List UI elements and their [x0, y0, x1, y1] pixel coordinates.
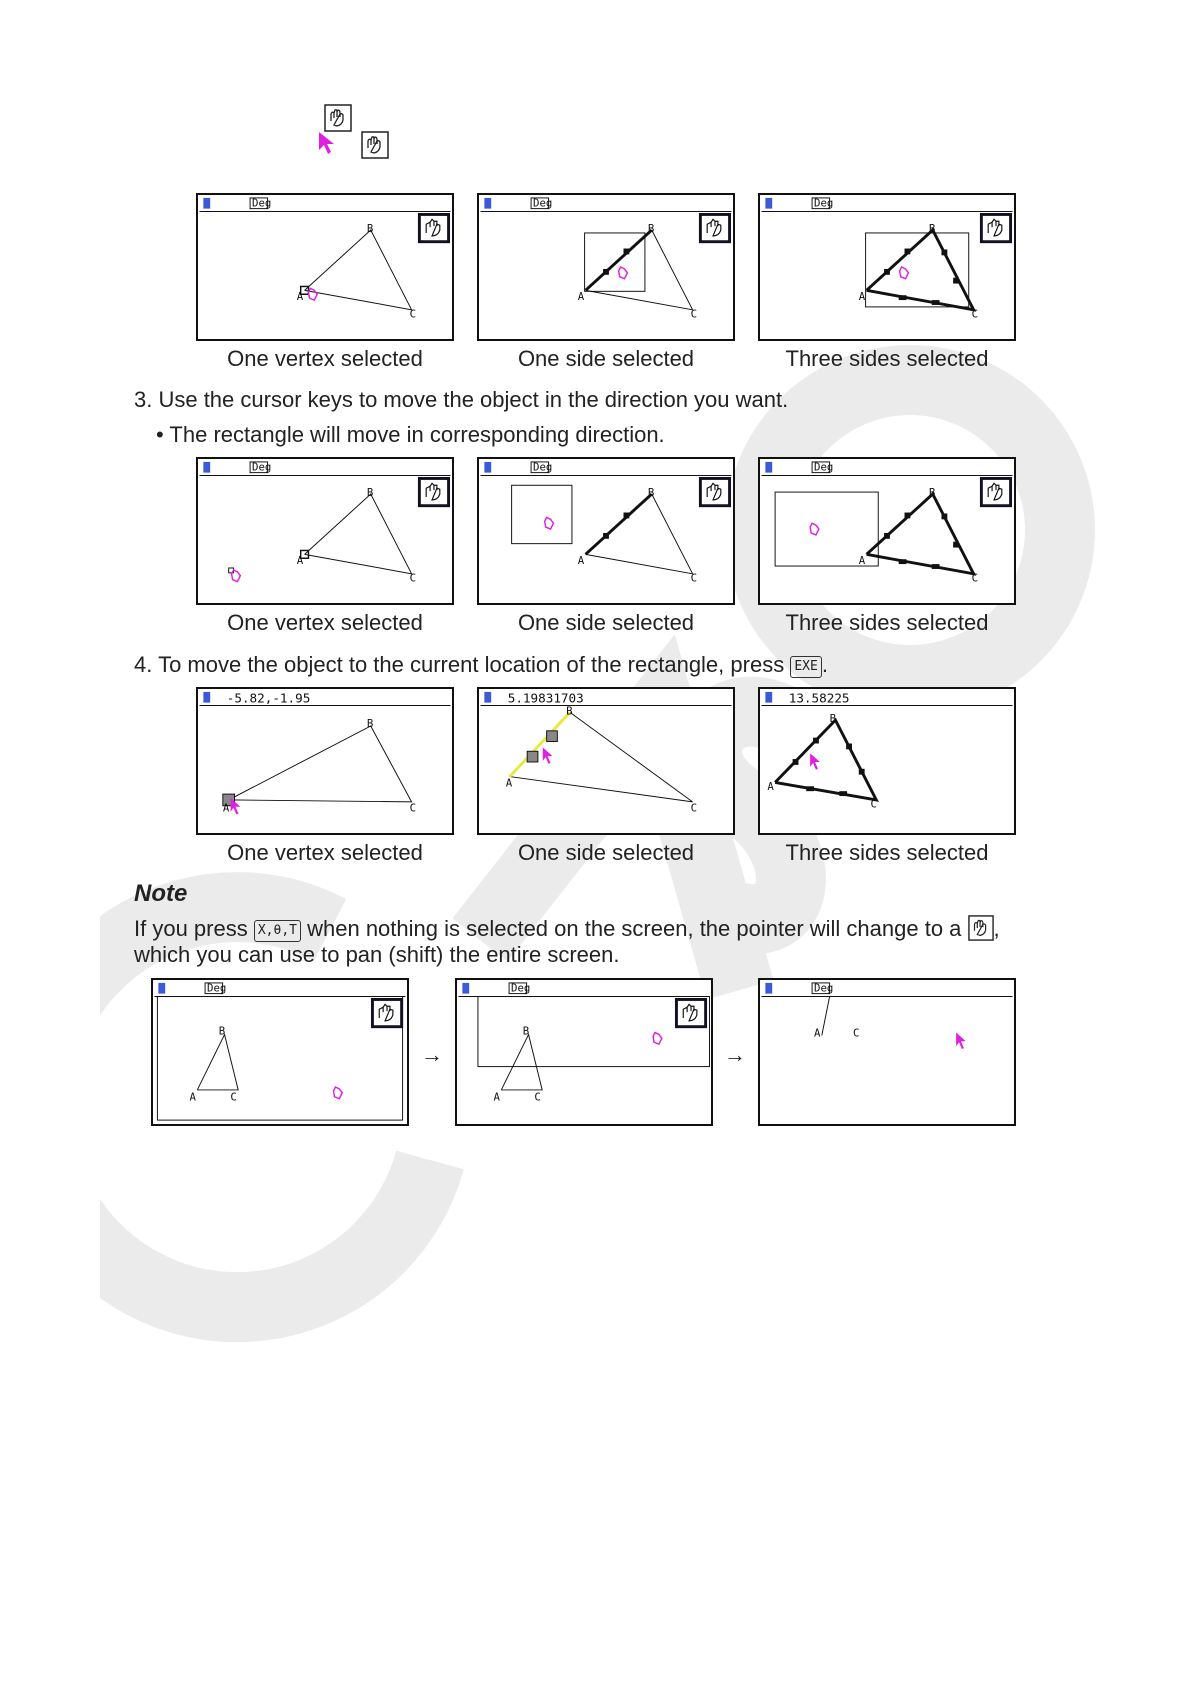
svg-text:C: C: [852, 1026, 860, 1040]
svg-text:A: A: [858, 554, 866, 568]
screen-pan-1: [151, 978, 409, 1126]
screen-row3-vertex: [196, 687, 454, 835]
svg-text:B: B: [218, 1024, 226, 1038]
screen-row3-side: [477, 687, 735, 835]
pointer-arrow-icon: [316, 130, 338, 156]
svg-text:A: A: [296, 554, 304, 568]
step4-label: 4. To move the object to the current location of the rectangle, press: [134, 652, 785, 677]
screen-row2-side: [477, 457, 735, 605]
svg-text:B: B: [366, 716, 374, 730]
flow-arrow: →: [724, 1042, 746, 1067]
step3-text: 3. Use the cursor keys to move the object in the direction you want.: [134, 387, 789, 412]
svg-text:B: B: [647, 485, 655, 499]
svg-text:Deg: Deg: [533, 196, 553, 210]
note-line1-a: If you press: [134, 916, 248, 941]
caption-vertex: One vertex selected: [227, 610, 423, 635]
caption-vertex: One vertex selected: [227, 346, 423, 371]
screen-row1-vertex: [196, 193, 454, 341]
exe-key-icon: EXE: [790, 656, 821, 678]
screen-row3-three: [758, 687, 1016, 835]
svg-text:Deg: Deg: [814, 196, 834, 210]
caption-three: Three sides selected: [785, 840, 989, 865]
step4-tail: .: [821, 652, 828, 677]
svg-text:A: A: [814, 1026, 821, 1040]
step3-bullet: • The rectangle will move in corresponding direction.: [156, 422, 665, 447]
svg-text:B: B: [522, 1024, 530, 1038]
pan-hand-icon: [361, 131, 389, 159]
screen-row1-side: [477, 193, 735, 341]
svg-text:Deg: Deg: [511, 981, 531, 995]
pan-hand-icon: [324, 104, 352, 132]
svg-text:C: C: [409, 307, 417, 321]
svg-text:C: C: [971, 307, 979, 321]
screen-row2-three: [758, 457, 1016, 605]
caption-side: One side selected: [517, 346, 695, 371]
svg-text:C: C: [690, 571, 698, 585]
svg-text:A: A: [767, 780, 774, 794]
svg-text:C: C: [534, 1090, 541, 1104]
svg-text:B: B: [566, 704, 573, 718]
screen-pan-3: [758, 978, 1016, 1126]
step4-text: [134, 652, 828, 678]
status-deg: Deg: [252, 196, 272, 210]
svg-text:Deg: Deg: [814, 981, 834, 995]
screen-row1-three: [758, 193, 1016, 341]
screen-pan-2: [455, 978, 713, 1126]
svg-text:B: B: [647, 221, 655, 235]
svg-text:C: C: [690, 801, 698, 815]
svg-text:Deg: Deg: [252, 460, 272, 474]
note-line1: [134, 915, 1000, 942]
readout-coordinates: -5.82,-1.95: [226, 690, 311, 706]
caption-three: Three sides selected: [785, 346, 989, 371]
caption-side: One side selected: [517, 610, 695, 635]
svg-text:A: A: [577, 554, 585, 568]
svg-text:Deg: Deg: [814, 460, 834, 474]
svg-text:A: A: [858, 290, 866, 304]
svg-text:C: C: [409, 571, 417, 585]
caption-three: Three sides selected: [785, 610, 989, 635]
svg-text:A: A: [189, 1090, 196, 1104]
svg-text:C: C: [690, 307, 698, 321]
caption-vertex: One vertex selected: [227, 840, 423, 865]
svg-text:Deg: Deg: [533, 460, 553, 474]
note-line2: which you can use to pan (shift) the entire screen.: [134, 942, 620, 967]
flow-arrow: →: [421, 1042, 443, 1067]
svg-text:B: B: [928, 485, 936, 499]
svg-text:B: B: [829, 712, 837, 726]
svg-text:C: C: [230, 1090, 237, 1104]
note-line1-b: when nothing is selected on the screen, the pointer will change to a: [307, 916, 962, 941]
screen-row2-vertex: [196, 457, 454, 605]
svg-text:C: C: [409, 801, 417, 815]
svg-text:C: C: [870, 797, 877, 811]
svg-text:A: A: [222, 801, 230, 815]
readout-perimeter: 13.58225: [788, 690, 850, 706]
caption-side: One side selected: [517, 840, 695, 865]
svg-text:A: A: [577, 290, 585, 304]
svg-text:Deg: Deg: [207, 981, 227, 995]
xthetat-key-icon: X,θ,T: [254, 920, 301, 942]
note-line1-c: ,: [993, 916, 1000, 941]
svg-text:B: B: [366, 221, 374, 235]
note-heading: Note: [134, 880, 188, 907]
readout-length: 5.19831703: [507, 690, 584, 706]
svg-text:A: A: [505, 776, 513, 790]
svg-text:C: C: [971, 571, 979, 585]
svg-text:A: A: [493, 1090, 500, 1104]
svg-text:B: B: [928, 221, 936, 235]
pan-hand-icon: [968, 915, 994, 941]
svg-text:A: A: [296, 290, 304, 304]
svg-text:B: B: [366, 485, 374, 499]
